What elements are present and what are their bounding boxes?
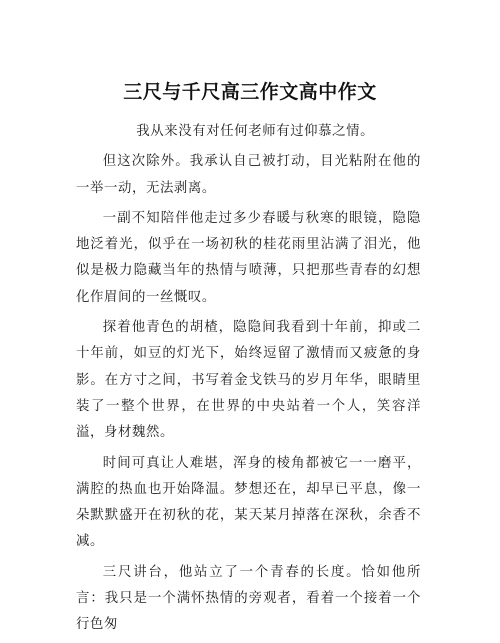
paragraph: 我从来没有对任何老师有过仰慕之情。 <box>136 124 375 139</box>
article-title: 三尺与千尺高三作文高中作文 <box>123 81 377 103</box>
paragraph: 一副不知陪伴他走过多少春暖与秋寒的眼镜，隐隐地泛着光，似乎在一场初秋的桂花雨里沾满了泪光，他似是极力隐藏当年的热情与喷薄，只把那些青春的幻想化作眉间的一丝慨叹。 <box>76 210 421 305</box>
paragraph: 三尺讲台，他站立了一个青春的长度。恰如他所言：我只是一个满怀热情的旁观者，看着一个接着一个行色匆 <box>76 564 421 633</box>
paragraph: 时间可真让人难堪，浑身的棱角都被它一一磨平，满腔的热血也开始降温。梦想还在，却早已平息，像一朵默默盛开在初秋的花，某天某月掉落在深秋，余香不减。 <box>76 455 421 550</box>
paragraph: 探着他青色的胡楂，隐隐间我看到十年前，抑或二十年前，如豆的灯光下，始终逗留了激情而又疲惫的身影。在方寸之间，书写着金戈铁马的岁月年华，眼睛里装了一整个世界，在世界的中央站着一个人，笑容洋溢，身材魏然。 <box>76 320 421 441</box>
article-body <box>76 119 421 643</box>
paragraph: 但这次除外。我承认自己被打动，目光粘附在他的一举一动，无法剥离。 <box>76 154 421 196</box>
